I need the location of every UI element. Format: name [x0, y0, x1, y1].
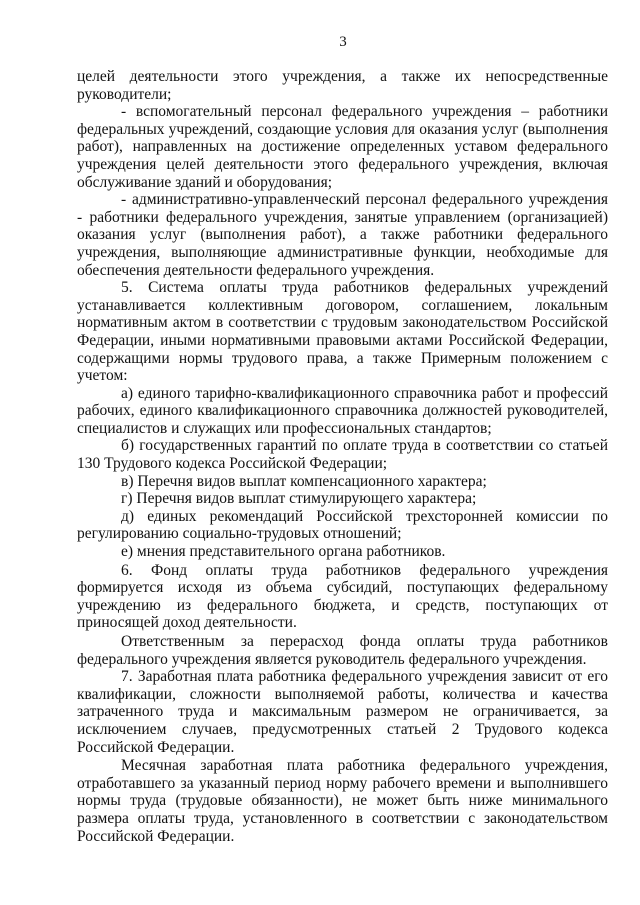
list-item-g: г) Перечня видов выплат стимулирующего характера; [121, 490, 477, 508]
page-number: 3 [339, 34, 347, 50]
paragraph-monthly-salary: Месячная заработная плата работника федерального учреждения, отработавшего за указанный период норму рабочего времени и выполнившего нормы труда (трудовые обязанности), не может быть ниже минимального размера оплаты труда, установленного в соответствии с законодательством Российской Федерации. [77, 757, 608, 845]
document-body [77, 68, 608, 845]
paragraph-item-5: 5. Система оплаты труда работников федеральных учреждений устанавливается коллективным договором, соглашением, локальным нормативным актом в соответствии с трудовым законодательством Российской Федерации, иными нормативными правовыми актами Российской Федерации, содержащими нормы трудового права, а также Примерным положением с учетом: [77, 279, 608, 385]
paragraph-item-6: 6. Фонд оплаты труда работников федерального учреждения формируется исходя из объема субсидий, поступающих федеральному учреждению из федерального бюджета, и средств, поступающих от приносящей доход деятельности. [77, 561, 608, 632]
paragraph-item-7: 7. Заработная плата работника федерального учреждения зависит от его квалификации, сложности выполняемой работы, количества и качества затраченного труда и максимальным размером не ограничивается, за исключением случаев, предусмотренных статьей 2 Трудового кодекса Российской Федерации. [77, 668, 608, 756]
list-item-a: а) единого тарифно-квалификационного справочника работ и профессий рабочих, единого квалификационного справочника должностей руководителей, специалистов и служащих или профессиональных стандартов; [77, 384, 608, 437]
list-item-e: е) мнения представительного органа работников. [121, 543, 446, 561]
list-item-b: б) государственных гарантий по оплате труда в соответствии со статьей 130 Трудового кодекса Российской Федерации; [77, 437, 608, 473]
paragraph-support-staff: - вспомогательный персонал федерального учреждения – работники федеральных учреждений, создающие условия для оказания услуг (выполнения работ), направленных на достижение определенных уставом федерального учреждения целей деятельности этого федерального учреждения, включая обслуживание зданий и оборудования; [77, 103, 608, 191]
paragraph-continuation: целей деятельности этого учреждения, а также их непосредственные руководители; [77, 68, 608, 103]
paragraph-responsibility: Ответственным за перерасход фонда оплаты труда работников федерального учреждения является руководитель федерального учреждения. [77, 633, 608, 668]
list-item-d: д) единых рекомендаций Российской трехсторонней комиссии по регулированию социально-трудовых отношений; [77, 507, 608, 543]
list-item-v: в) Перечня видов выплат компенсационного характера; [121, 472, 487, 490]
paragraph-admin-staff: - административно-управленческий персонал федерального учреждения - работники федерального учреждения, занятые управлением (организацией) оказания услуг (выполнения работ), а также работники федерального учреждения, выполняющие административные функции, необходимые для обеспечения деятельности федерального учреждения. [77, 191, 608, 279]
